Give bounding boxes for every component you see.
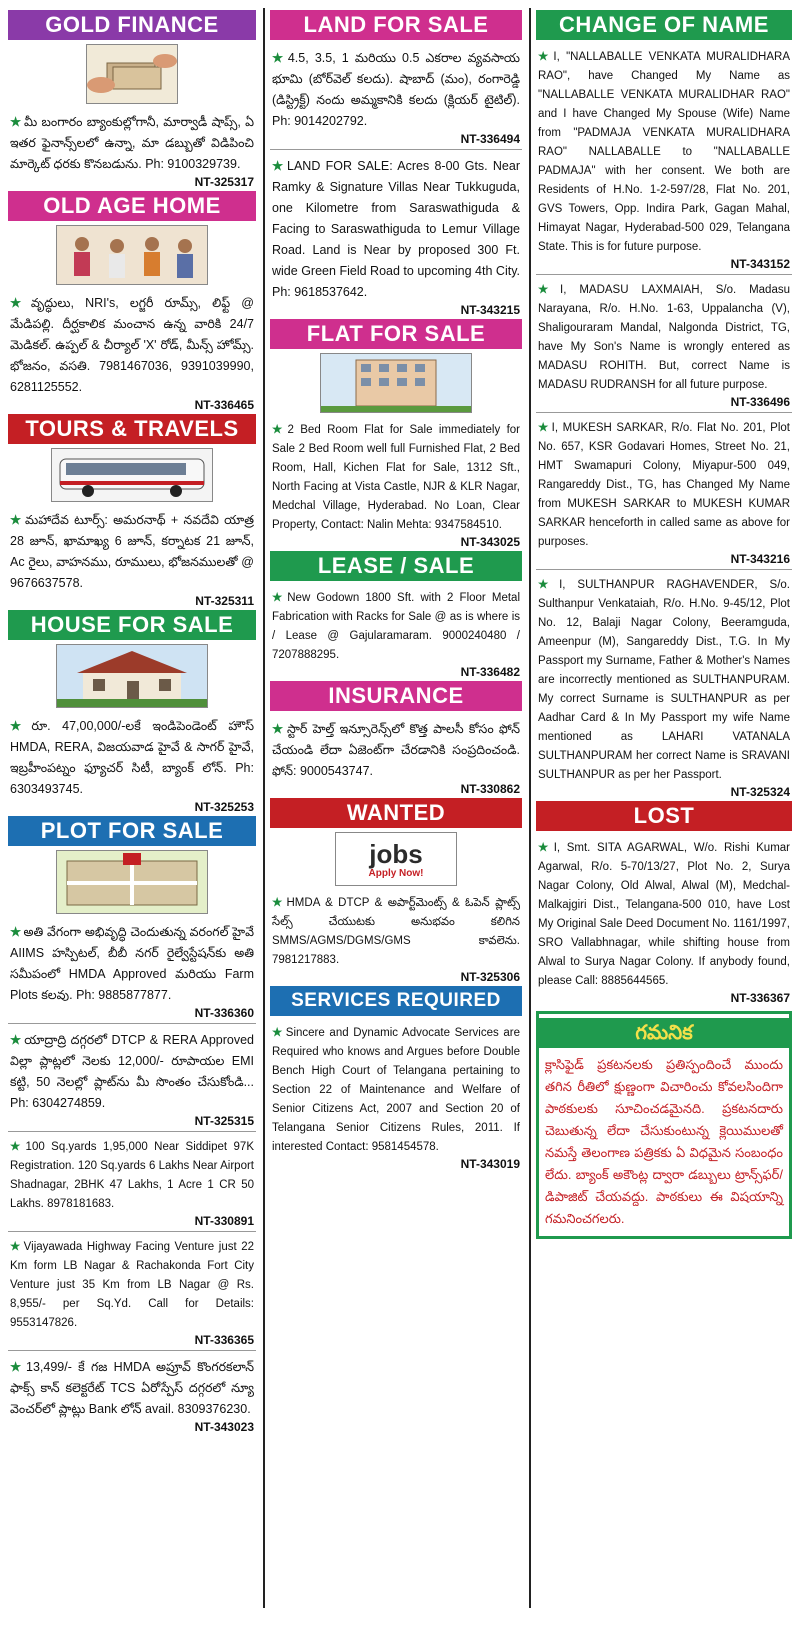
ad-code: NT-343025 [460, 535, 520, 549]
change-name-ad-1 [536, 44, 792, 257]
ad-code: NT-336482 [460, 665, 520, 679]
star-icon: ★ [10, 1141, 24, 1153]
ad-code: NT-343216 [730, 552, 790, 566]
cash-hands-image [86, 44, 178, 104]
ad-text: అతి వేగంగా అభివృద్ధి చెందుతున్న వరంగల్ హైవే AIIMS హస్పిటల్, బీబీ నగర్ రైల్వేస్టేషన్‌కు అతి సమీపంలో HMDA Approved మరియు Farm Plots కలవు. Ph: 9885877877. [10, 925, 254, 1002]
ad-text: 4.5, 3.5, 1 మరియు 0.5 ఎకరాల వ్యవసాయ భూమి (బోర్‌వెల్ కలదు). షాబాద్ (మం), రంగారెడ్డి (డిస్ట్రిక్ట్) నందు అమ్మకానికి కలదు (క్లియర్ టైటిల్). Ph: 9014202792. [272, 51, 520, 128]
plots-layout-image [56, 850, 208, 914]
insurance-header: INSURANCE [270, 681, 522, 711]
column-2 [270, 8, 522, 1608]
ad-text: I, SULTHANPUR RAGHAVENDER, S/o. Sulthanpur Venkataiah, R/o. H.No. 9-45/12, Plot No. 12, Balaji Nagar Colony, Beeramguda, Ameenpur (M), Sangareddy Dist., T.G. In My Passport my Surname, Father & Mother's Names are incorrectly mentioned as SULTHANPURAM. My correct Surname is SULTHANPUR as per Aadhar Card & In My Passport my wife Name mentioned as LAHARI VATANALA SULTHANPURAM her correct Name is SRAVANI SULTHANPUR as per her Passport. [538, 579, 790, 781]
wanted-ad [270, 890, 522, 970]
insurance-ad [270, 715, 522, 782]
land-ad-2 [270, 152, 522, 303]
ad-text: రూ. 47,00,000/-లకే ఇండిపెండెంట్ హౌస్ HMDA, RERA, విజయవాడ హైవే & సాగర్ హైవే, ఇబ్రహీంపట్నం ఫ్యూచర్ సిటీ, బ్యాంక్ లోన్. Ph: 6303493745. [10, 719, 254, 796]
old-age-home-header: OLD AGE HOME [8, 191, 256, 221]
house-for-sale-ad [8, 712, 256, 800]
ad-code: NT-330891 [194, 1214, 254, 1228]
ad-code: NT-325306 [460, 970, 520, 984]
change-name-ad-3 [536, 415, 792, 552]
bus-image [51, 448, 213, 502]
land-for-sale-header: LAND FOR SALE [270, 10, 522, 40]
ad-code: NT-336494 [460, 132, 520, 146]
lease-sale-header: LEASE / SALE [270, 551, 522, 581]
star-icon: ★ [538, 51, 552, 63]
star-icon: ★ [272, 424, 286, 436]
column-divider [529, 8, 531, 1608]
star-icon: ★ [538, 842, 552, 854]
jobs-text: jobs [369, 838, 423, 869]
ad-code: NT-336367 [730, 991, 790, 1005]
gold-finance-ad [8, 108, 256, 175]
divider [8, 1231, 256, 1232]
house-image [56, 644, 208, 708]
services-required-header: SERVICES REQUIRED [270, 986, 522, 1016]
ad-text: స్టార్ హెల్త్ ఇన్సూరెన్స్‌లో కొత్త పాలసీ కోసం ఫోన్ చేయండి లేదా ఏజెంట్‌గా చేరడానికి సంప్రదించండి. ఫోన్: 9000543747. [272, 722, 520, 778]
apartment-building-image [320, 353, 472, 413]
plot-ad-5 [8, 1353, 256, 1420]
ad-code: NT-343215 [460, 303, 520, 317]
plot-ad-3 [8, 1134, 256, 1214]
divider [8, 1350, 256, 1351]
ad-text: Vijayawada Highway Facing Venture just 22 Km form LB Nagar & Rachakonda Fort City Venture just 35 Km from LB Nagar @ Rs. 8,955/- per Sq.Yd. Call for Details: 9553147826. [10, 1241, 254, 1329]
ad-text: I, "NALLABALLE VENKATA MURALIDHARA RAO", have Changed My Name as "NALLABALLE VENKATA MURALIDHAR RAO" and I have Changed My Spouse (Wife) Name from "PADMAJA VENKATA MURALIDHARA RAO" NALLABALLE to "NALLABALLE PADMAJA" with her consent. We both are Residents of H.No. 1-2-597/28, Flat No. 201, GVS Towers, Opp. Indira Park, Gagan Mahal, Himayat Nagar, Hyderabad-500 029, Telangana State. This is for future purpose. [538, 51, 790, 253]
star-icon: ★ [10, 513, 24, 527]
divider [536, 274, 792, 275]
ad-text: మీ బంగారం బ్యాంకుల్లోగానీ, మార్వాడీ షాప్స్, ఏ ఇతర ఫైనాన్స్‌లలో ఉన్నా, మా డబ్బుతో విడిపించి మార్కెట్ ధరకు కొనబడును. Ph: 9100329739. [10, 115, 254, 171]
tours-travels-ad [8, 506, 256, 594]
star-icon: ★ [272, 592, 286, 604]
reader-notice-box [536, 1011, 792, 1239]
ad-code: NT-330862 [460, 782, 520, 796]
star-icon: ★ [538, 579, 558, 591]
apply-now-text: Apply Now! [368, 867, 424, 879]
column-divider [263, 8, 265, 1608]
plot-for-sale-header: PLOT FOR SALE [8, 816, 256, 846]
gold-finance-header: GOLD FINANCE [8, 10, 256, 40]
change-name-ad-2 [536, 277, 792, 395]
lease-sale-ad [270, 585, 522, 665]
ad-code: NT-325324 [730, 785, 790, 799]
ad-code: NT-343019 [460, 1157, 520, 1171]
ad-text: HMDA & DTCP & అపార్ట్‌మెంట్స్ & ఓపెన్ ప్లాట్స్ సేల్స్ చేయుటకు అనుభవం కలిగిన SMMS/AGMS/DGMS/GMS కావలెను. 7981217883. [272, 897, 520, 966]
ad-code: NT-336365 [194, 1333, 254, 1347]
ad-code: NT-325253 [194, 800, 254, 814]
change-name-ad-4 [536, 572, 792, 785]
column-1 [8, 8, 256, 1608]
flat-for-sale-ad [270, 417, 522, 535]
divider [270, 149, 522, 150]
star-icon: ★ [10, 1360, 25, 1374]
notice-text: క్లాసిఫైడ్ ప్రకటనలకు ప్రతిస్పందించే ముందు తగిన రీతిలో క్షుణ్ణంగా విచారించు కోవలసిందిగా పాఠకులకు సూచించడమైనది. ప్రకటనదారు చెబుతున్న లేదా చేసుకుంటున్న క్లెయిములతో నమస్తే తెలంగాణ పత్రికకు ఏ విధమైన సంబంధం లేదు. బ్యాంక్ అకౌంట్ల ద్వారా డబ్బులు ట్రాన్స్‌ఫర్/డిపాజిట్ చేయవద్దు. పాఠకులు ఈ విషయాన్ని గమనించగలరు. [545, 1057, 783, 1226]
ad-text: New Godown 1800 Sft. with 2 Floor Metal Fabrication with Racks for Sale @ as is where is / Lease @ Gajularamaram. 9000240480 / 7207888295. [272, 592, 520, 661]
wanted-header: WANTED [270, 798, 522, 828]
services-required-ad [270, 1020, 522, 1157]
ad-text: Sincere and Dynamic Advocate Services are Required who knows and Argues before Double Bench High Court of Telangana pertaining to Section 22 of Maintenance and Welfare of Senior Citizens Act, 2007 and Section 20 of Telangana Senior Citizens Rules, 2011. If interested Contact: 9581454578. [272, 1027, 521, 1153]
star-icon: ★ [272, 51, 286, 65]
star-icon: ★ [10, 1033, 23, 1047]
ad-code: NT-336465 [194, 398, 254, 412]
star-icon: ★ [272, 1027, 284, 1039]
ad-code: NT-343023 [194, 1420, 254, 1434]
star-icon: ★ [10, 115, 22, 129]
ad-text: LAND FOR SALE: Acres 8-00 Gts. Near Ramky & Signature Villas Near Tukkuguda, one Kilometre from Saraswathiguda & Facing to Saraswathiguda to Lemur Village Road. Land is Near by proposed 300 Ft. wide Green Field Road to upcoming 4th City. Ph: 9618537642. [272, 159, 520, 299]
jobs-logo [335, 832, 457, 886]
plot-ad-1 [8, 918, 256, 1006]
plot-ad-2 [8, 1026, 256, 1114]
ad-text: I, MUKESH SARKAR, R/o. Flat No. 201, Plot No. 657, KSR Godavari Homes, Street No. 21, HMT Swamapuri Colony, Miyapur-500 049, Rangareddy Dist., TG, has Changed My Name from MUKESH SARKAR to MUKESH KUMAR SARKAR henceforth in called same as above for purposes. [538, 422, 790, 548]
star-icon: ★ [10, 296, 29, 310]
ad-text: 100 Sq.yards 1,95,000 Near Siddipet 97K Registration. 120 Sq.yards 6 Lakhs Near Airport Shadnagar, 2BHK 47 Lakhs, 1 Acre 1 CR 50 Lakhs. 8978181683. [10, 1141, 254, 1210]
ad-code: NT-343152 [730, 257, 790, 271]
star-icon: ★ [272, 159, 285, 173]
ad-code: NT-336496 [730, 395, 790, 409]
house-for-sale-header: HOUSE FOR SALE [8, 610, 256, 640]
flat-for-sale-header: FLAT FOR SALE [270, 319, 522, 349]
ad-text: యాద్రాద్రి దగ్గరలో DTCP & RERA Approved విల్లా ప్లాట్లలో నెలకు 12,000/- రూపాయల EMI కట్టి, 50 నెలల్లో ప్లాట్‌ను మీ సొంతం చేసుకోండి... Ph: 6304274859. [10, 1033, 254, 1110]
ad-text: వృద్ధులు, NRI's, లగ్జరీ రూమ్స్, లిఫ్ట్ @ మేడిపల్లి. దీర్ఘకాలిక మంచాన ఉన్న వారికి 24/7 మెడికల్. ఉప్పల్ & చీర్యాల్ 'X' రోడ్, మీన్స్ హోమ్స్. భోజనం, వసతి. 7981467036, 9391039990, 6281125552. [10, 296, 254, 394]
tours-travels-header: TOURS & TRAVELS [8, 414, 256, 444]
column-3 [536, 8, 792, 1608]
ad-code: NT-325315 [194, 1114, 254, 1128]
ad-text: 2 Bed Room Flat for Sale immediately for Sale 2 Bed Room well full Furnished Flat, 2 Bed Room, Hall, Kichen Flat for Sale, 1312 Sft., North Facing at Vista Castle, NJR & KLR Nagar, Medchal Village, Hyderabad. No Loan, Clear Property, Contact: Nalin Mehta: 9347584510. [272, 424, 521, 531]
ad-text: 13,499/- కే గజ HMDA అప్రూవ్ కొంగరకలాన్ ఫాక్స్ కాన్ కలెక్టరేట్ TCS ఏరోస్పేస్ దగ్గరలో న్యూ వెంచర్‌లో ప్లాట్లు Bank లోన్ avail. 8309376230. [10, 1360, 254, 1416]
ad-code: NT-336360 [194, 1006, 254, 1020]
plot-ad-4 [8, 1234, 256, 1333]
ad-code: NT-325317 [194, 175, 254, 189]
classifieds-page [8, 8, 792, 1618]
notice-title: గమనిక [539, 1018, 789, 1048]
ad-code: NT-325311 [195, 594, 254, 608]
ad-text: I, Smt. SITA AGARWAL, W/o. Rishi Kumar Agarwal, R/o. 5-70/13/27, Plot No. 2, Surya Nagar Colony, Old Alwal, Alwal (M), Medchal-Malkajgiri Dist., Telangana-500 010, have Lost My Original Sale Deed Document No. 1161/1997, SRO Vallabhnagar, while shifting house from Alwal to Surya Nagar Colony. If anybody found, please Call: 8885644565. [538, 842, 790, 987]
change-of-name-header: CHANGE OF NAME [536, 10, 792, 40]
lost-header: LOST [536, 801, 792, 831]
divider [536, 412, 792, 413]
star-icon: ★ [272, 897, 285, 909]
divider [8, 1131, 256, 1132]
star-icon: ★ [538, 422, 550, 434]
lost-ad [536, 835, 792, 991]
star-icon: ★ [538, 284, 559, 296]
star-icon: ★ [10, 925, 22, 939]
divider [536, 569, 792, 570]
star-icon: ★ [272, 722, 285, 736]
divider [8, 1023, 256, 1024]
old-age-home-ad [8, 289, 256, 398]
ad-text: మహాదేవ టూర్స్: అమరనాథ్ + నవదేవి యాత్ర 28 జూన్, ఖామాఖ్య 6 జూన్, కర్నాటక 21 జూన్, Ac రైలు, వాహనము, రూములు, భోజనములతో @ 9676637578. [10, 513, 254, 590]
star-icon: ★ [10, 719, 30, 733]
star-icon: ★ [10, 1241, 22, 1253]
elderly-people-image [56, 225, 208, 285]
land-ad-1 [270, 44, 522, 132]
ad-text: I, MADASU LAXMAIAH, S/o. Madasu Narayana, R/o. H.No. 1-63, Uppalancha (V), Shaligouraram Mandal, Nalgonda District, TG, have My Son's Name is wrongly entered as MADASU ROHITH. But, correct Name is MADASU RUDRANSH for all future purpose. [538, 284, 790, 391]
